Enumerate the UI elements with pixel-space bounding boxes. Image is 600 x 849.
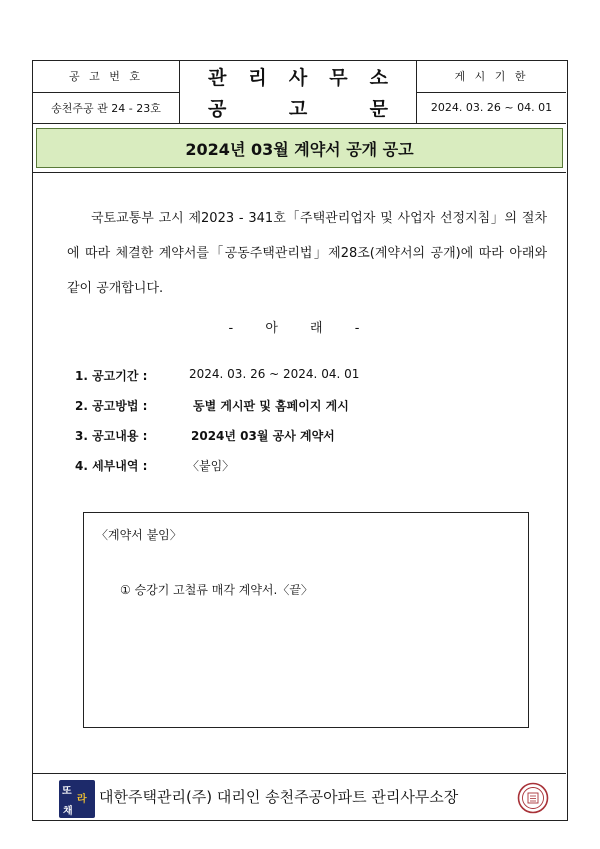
attachment-entry: ① 승강기 고철류 매각 계약서.〈끝〉 [120,583,313,597]
logo-char: 또 [62,786,72,797]
item-value: 〈붙임〉 [187,459,235,473]
item-label: 3. 공고내용 : [75,429,148,443]
office-title-char: 리 [248,67,267,89]
attachment-box [83,512,529,728]
office-title-line1 [208,63,388,90]
item-value: 2024. 03. 26 ~ 2024. 04. 01 [189,367,360,381]
item-value: 동별 게시판 및 홈페이지 게시 [193,399,349,413]
notice-frame [32,60,568,821]
notice-title-char: 공 [208,98,227,120]
document-title-bar [33,123,566,173]
notice-title-char: 문 [369,98,388,120]
posting-period-label: 게 시 기 한 [417,61,566,93]
notice-footer [33,773,566,821]
notice-number: 송천주공 관 24 - 23호 [51,101,161,115]
logo-char: 채 [63,806,73,817]
posting-period: 2024. 03. 26 ~ 04. 01 [430,101,553,115]
office-title-column [180,61,417,123]
company-logo-icon [59,780,95,818]
item-value: 2024년 03월 공사 계약서 [191,429,335,443]
item-label: 2. 공고방법 : [75,399,148,413]
notice-number-label: 공 고 번 호 [33,61,179,93]
notice-header [33,61,566,123]
below-heading: - 아 래 - [228,321,374,336]
body-paragraph: 국토교통부 고시 제2023 - 341호「주택관리업자 및 사업자 선정지침」의 절차에 따라 체결한 계약서를「공동주택관리법」제28조(계약서의 공개)에 따라 아래와 같이 공개합니다. [67,211,547,296]
item-label: 4. 세부내역 : [75,459,148,473]
office-title-line2 [208,94,388,121]
notice-number-column [33,61,180,123]
posting-period-column [417,61,566,123]
item-label: 1. 공고기간 : [75,369,148,383]
office-title-char: 사 [288,67,308,89]
document-title: 2024년 03월 계약서 공개 공고 [36,128,563,168]
notice-title-char: 고 [288,98,308,120]
office-title-char: 관 [208,67,227,89]
office-title-char: 소 [369,67,388,89]
logo-char: 라 [77,794,87,805]
attachment-title: 〈계약서 붙임〉 [96,528,182,542]
footer-signature: 대한주택관리(주) 대리인 송천주공아파트 관리사무소장 [99,788,459,806]
office-title-char: 무 [329,67,348,89]
official-seal-icon [517,782,549,814]
